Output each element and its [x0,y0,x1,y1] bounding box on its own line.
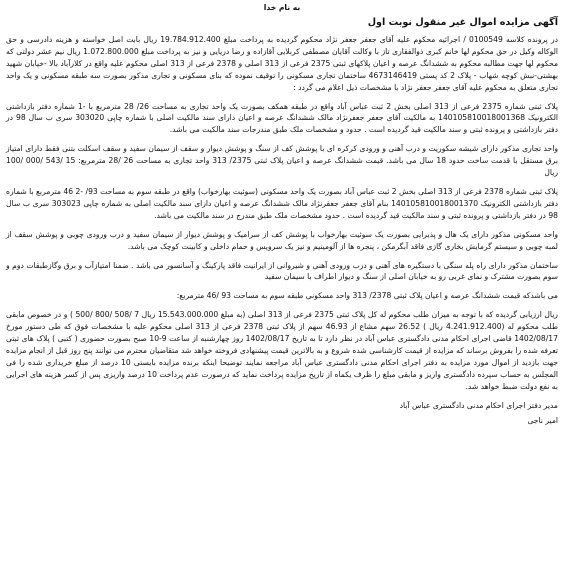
paragraph-residential-unit: واحد مسکونی مذکور دارای یک هال و پذیرایی بصورت یک سوئیت بهارخواب با پوشش کف از سرامیک و پوشش دیوار از سیمان سفید و درب ورودی چوبی و پوشش سقف از لمبه چوبی و سیستم گرمایش بخاری گازی فاقد آبگرمکن ، پنجره ها از آلومینیم و نیز یک سرویس و حمام داخلی و کابینت کوچک می باشد. [6,229,558,251]
signature-name: امیر ناجی [527,416,558,426]
paragraph-intro: در پرونده کلاسه 0100549 / اجرائیه محکوم علیه آقای جعفر جعفر نژاد محکوم گردیده به پرداخت مبلغ 19.784.912.400 ریال بابت اصل خواسته و هزینه دادرسی و حق الوکاله وکیل در حق محکوم لها خانم کبری ذوالفقاری تاز با وکالت آقایان مصطفی کربلایی آقازاده و رضا دریایی و نیز به پرداخت مبلغ 1.072.800.000 ریال نیم عشر دولتی که محکوم لها جهت مطالبه محکوم به ششدانگ عرصه و اعیان پلاکهای ثبتی 2375 فرعی از 313 اصلی و 2378 فرعی از 313 اصلی محکوم علیه واقع در کلارآباد بالا -خیابان شهید بهشتی-نبش کوچه شهاب - پلاک 2 کد پستی 4673146419 ساختمان تجاری مسکونی را توقیف نموده که بنای مسکونی و تجاری مذکور بصورت سه طبقه مسکونی و یک واحد تجاری متعلق به محکوم علیه آقای جعفر جعفر نژاد با مشخصات ذیل اعلام می گردد : [6,35,559,92]
paragraph-plot-2375: پلاک ثبتی شماره 2375 فرعی از 313 اصلی بخش 2 ثبت عباس آباد واقع در طبقه همکف بصورت یک واحد تجاری به مساحت 26/ 28 مترمربع با -1 شماره دفتر بازداشتی الکترونیک 140105810018001368 به مالکیت آقای جعفر جعفرنژاد مالک ششدانگ عرصه و اعیان دارای سند مالکیت اصلی با شماره چاپی 303020 سری ب سال 98 در دفتر بازداشتی و پرونده ثبتی و سند مالکیت قید گردیده است . حدود و مشخصات ملک طبق مندرجات سند مالکیت می باشد. [6,101,558,135]
paragraph-valuation: می باشدکه قیمت ششدانگ عرصه و اعیان پلاک ثبتی 2378/ 313 واحد مسکونی طبقه سوم به مساحت 93 /46 مترمربع: [176,291,558,301]
paragraph-commercial-unit: واحد تجاری مذکور دارای شیشه سکوریت و درب آهنی و ورودی کرکره ای با پوشش کف از سنگ و پوشش دیوار و سقف از سیمان سفید و سقف اسکلت بتنی فقط دارای امتیاز برق مستقل با قدمت ساخت حدود 18 سال می باشد. قیمت ششدانگ عرصه و اعیان پلاک ثبتی 2375/ 313 واحد تجاری به مساحت 26 /28 مترمربع: 15 /543 /000 /100 ریال [6,144,558,178]
paragraph-building: ساختمان مذکور دارای راه پله سنگی با دستگیره های آهنی و درب ورودی آهنی و شیروانی از ایرانیت فاقد پارکینگ و آسانسور می باشد . ضمنا امتیازآب و برق وگازطبقات دوم و سوم بصورت مشترک و نمای غربی رو به خیابان اصلی از سنگ و دیوار اطراف با سیمان سفید [6,260,558,282]
paragraph-plot-2378: پلاک ثبتی شماره 2378 فرعی از 313 اصلی بخش 2 ثبت عباس آباد بصورت یک واحد مسکونی (سوئیت بهارخواب) واقع در طبقه سوم به مساحت 93/ -2 46 مترمربع با شماره دفتر بازداشتی الکترونیک 140105810018001370 بنام آقای جعفر جعفرنژاد مالک ششدانگ عرصه و اعیان دارای سند مالکیت اصلی به شماره چاپی 303023 سری ب سال 98 در دفتر بازداشتی و پرونده ثبتی و سند مالکیت قید گردیده است . حدود مشخصات ملک طبق مندرج در سند مالکیت می باشد. [6,186,559,220]
page-title: آگهی مزایده اموال غیر منقول نوبت اول [367,17,558,28]
signature-title: مدیر دفتر اجرای احکام مدنی دادگستری عباس آباد [399,400,558,410]
top-title: به نام خدا [263,3,301,12]
paragraph-auction-terms: ریال ارزیابی گردیده که با توجه به میزان طلب محکوم له کل پلاک ثبتی 2375 فرعی از 313 اصلی (به مبلغ 15.543.000.000 ریال 7 /508 /800 /500 ) و در خصوص مابقی طلب محکوم له (4.241.912.400 ریال ) 26.52 سهم مشاع از 46.93 سهم از پلاک ثبتی 2378 فرعی از 313 اصلی محکوم علیه با مشخصات فوق که طی دستور مورخ 1402/08/17 قاضی اجرای احکام مدنی دادگستری عباس آباد در نظر دارد تا به تاریخ 1402/08/17 روز چهارشنبه از ساعت 9-10 صبح بصورت حضوری ( کتبی ) پلاک های ثبتی تعرفه شده را بفروش برساند که مزایده از قیمت کارشناسی شده شروع و به بالاترین قیمت پیشنهادی فروخته خواهد شد متقاضیان محترم می توانند پنج روز قبل از انجام مزایده جهت بازدید از اموال مورد مزایده به دفتر اجرای احکام مدنی دادگستری عباس آباد مراجعه نمایند توضیحا اینکه برنده مزایده بایستی 10 درصد از مبلغ خریداری شده را فی المجلس به حساب سپرده دادگستری واریز و مابقی مبلغ را ظرف یکماه از تاریخ مزایده پرداخت نماید که درصورت عدم پرداخت 10 درصد واریزی پس از کسر هزینه های اجرایی به نفع دولت ضبط خواهد شد. [6,310,558,391]
